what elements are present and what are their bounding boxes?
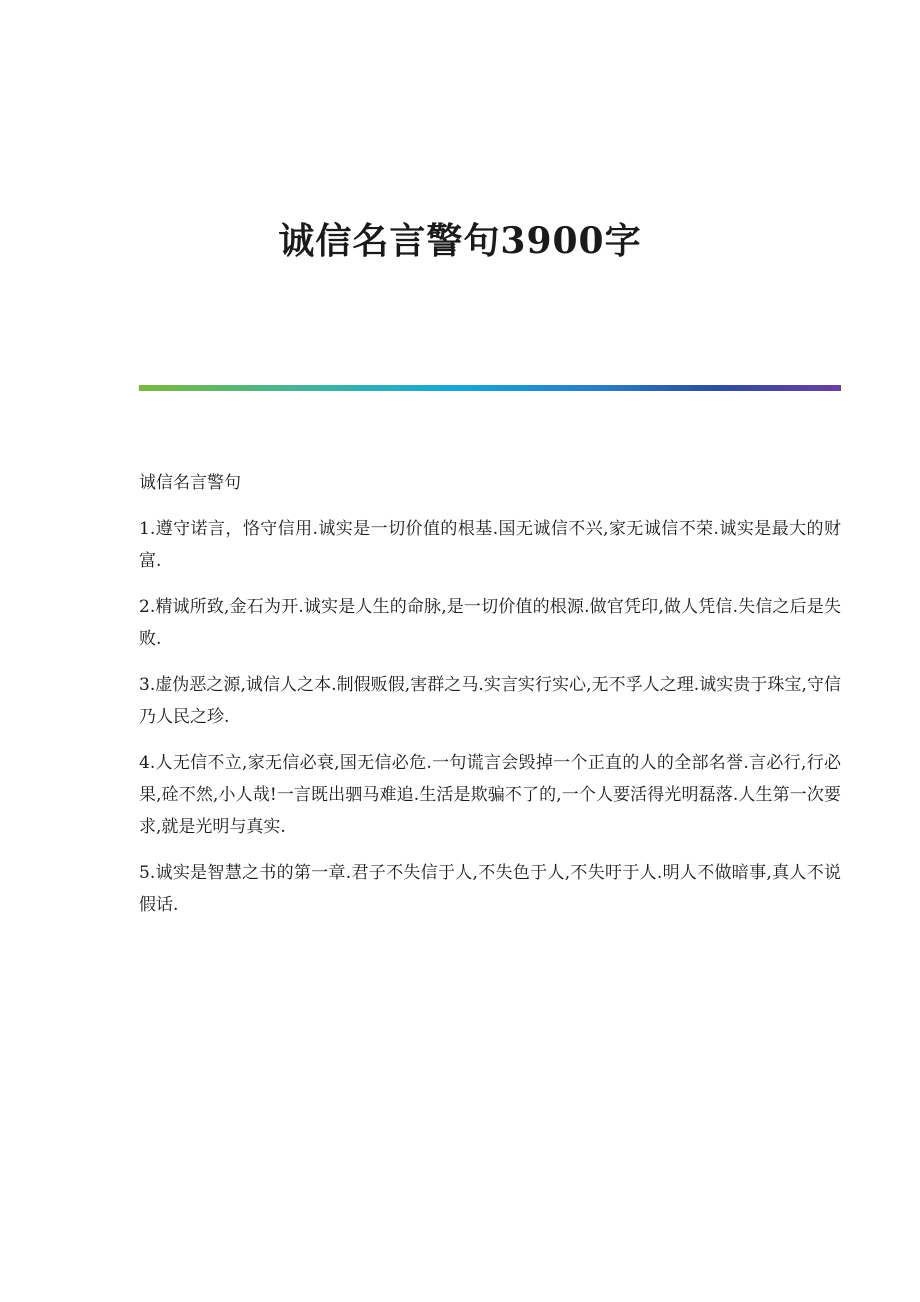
page-title: 诚信名言警句3900字 — [278, 220, 642, 262]
quote-paragraph-1: 1.遵守诺言，恪守信用.诚实是一切价值的根基.国无诚信不兴,家无诚信不荣.诚实是最大的财富. — [139, 519, 841, 571]
title-divider — [139, 385, 841, 391]
quote-paragraph-2: 2.精诚所致,金石为开.诚实是人生的命脉,是一切价值的根源.做官凭印,做人凭信.失信之后是失败. — [139, 597, 841, 649]
document-body — [139, 467, 841, 935]
quote-paragraph-5: 5.诚实是智慧之书的第一章.君子不失信于人,不失色于人,不失吁于人.明人不做暗事,真人不说假话. — [139, 863, 841, 915]
quote-paragraph-3: 3.虚伪恶之源,诚信人之本.制假贩假,害群之马.实言实行实心,无不孚人之理.诚实贵于珠宝,守信乃人民之珍. — [139, 675, 841, 727]
section-heading: 诚信名言警句 — [139, 473, 241, 493]
quote-paragraph-4: 4.人无信不立,家无信必衰,国无信必危.一句谎言会毁掉一个正直的人的全部名誉.言必行,行必果,硂不然,小人哉!一言既出驷马难追.生活是欺骗不了的,一个人要活得光明磊落.人生第一次要求,就是光明与真实. — [139, 753, 841, 837]
